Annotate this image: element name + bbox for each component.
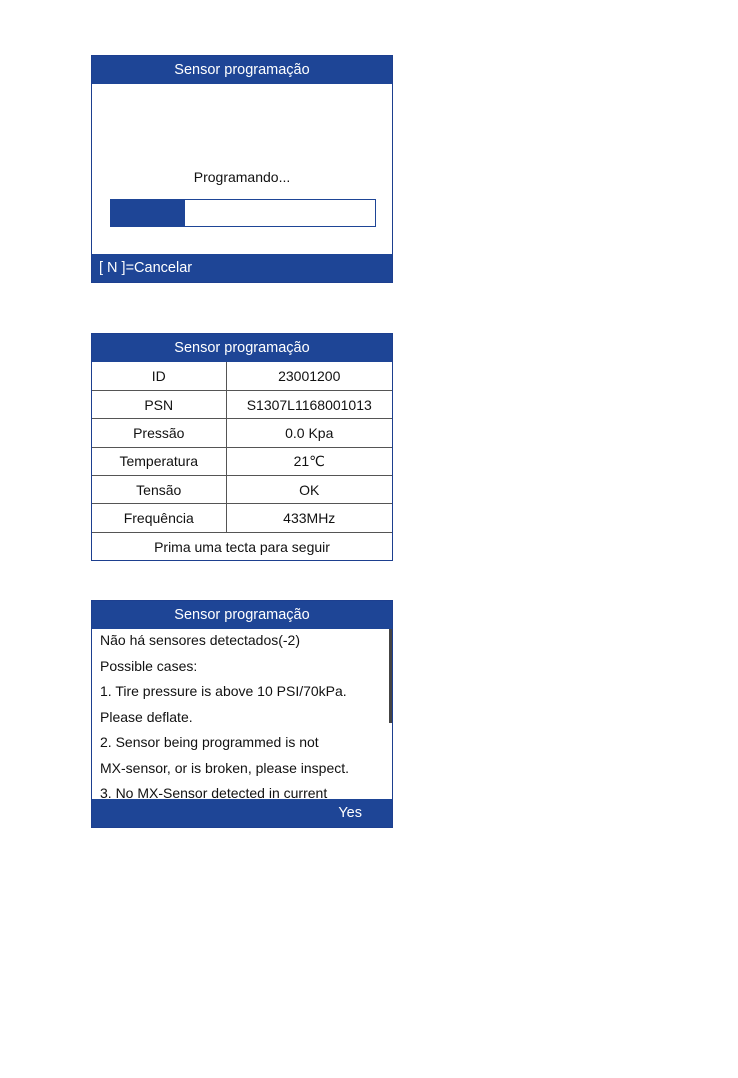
row-value: 21℃: [226, 447, 392, 475]
message-line: 2. Sensor being programmed is not: [100, 734, 319, 750]
row-label: ID: [92, 362, 226, 390]
row-label: PSN: [92, 390, 226, 418]
message-line: Please deflate.: [100, 708, 193, 725]
table-row: [92, 390, 392, 418]
sensor-info-table: [92, 362, 392, 533]
table-row: [92, 504, 392, 532]
table-row: [92, 362, 392, 390]
row-value: 0.0 Kpa: [226, 419, 392, 447]
sensor-info-screen: [91, 333, 393, 561]
continue-prompt[interactable]: Prima uma tecta para seguir: [154, 539, 330, 556]
footer-bar: [92, 799, 392, 827]
screen-title: Sensor programação: [92, 334, 392, 362]
message-line: 3. No MX-Sensor detected in current: [100, 785, 328, 799]
scrollbar[interactable]: [389, 629, 392, 723]
screen-title: Sensor programação: [92, 601, 392, 629]
programming-progress-screen: [91, 55, 393, 283]
row-value: 433MHz: [226, 504, 392, 532]
table-row: [92, 419, 392, 447]
row-label: Temperatura: [92, 447, 226, 475]
progress-bar: [110, 199, 376, 227]
message-line: MX-sensor, or is broken, please inspect.: [100, 759, 350, 776]
programming-status-text: Programando...: [193, 169, 291, 185]
table-row: [92, 476, 392, 504]
message-line: Possible cases:: [100, 657, 198, 674]
no-sensor-message-screen: [91, 600, 393, 828]
message-line: Não há sensores detectados(-2): [100, 632, 300, 648]
message-body: [92, 629, 382, 799]
table-row: [92, 447, 392, 475]
cancel-hint[interactable]: [ N ]=Cancelar: [92, 254, 392, 282]
screen-title: Sensor programação: [92, 56, 392, 84]
row-value: 23001200: [226, 362, 392, 390]
progress-bar-fill: [111, 200, 185, 226]
row-value: S1307L1168001013: [226, 390, 392, 418]
row-label: Tensão: [92, 476, 226, 504]
yes-button[interactable]: Yes: [338, 805, 362, 821]
row-label: Frequência: [92, 504, 226, 532]
row-value: OK: [226, 476, 392, 504]
message-line: 1. Tire pressure is above 10 PSI/70kPa.: [100, 683, 347, 699]
row-label: Pressão: [92, 419, 226, 447]
